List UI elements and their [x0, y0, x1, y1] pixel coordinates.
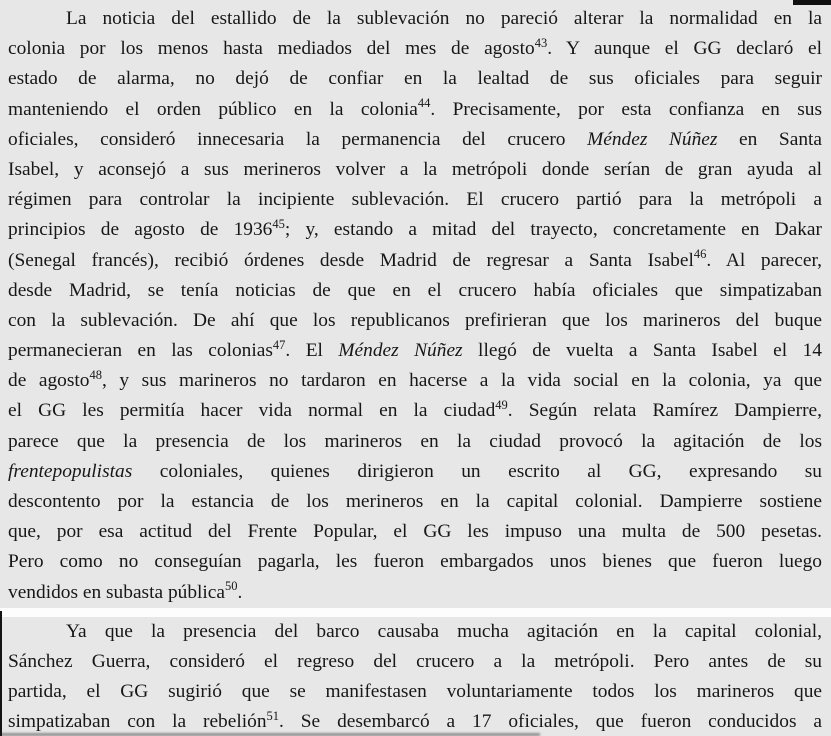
text-line — [8, 306, 822, 336]
footnote-ref: 43 — [534, 35, 548, 50]
text-run: ; y, estando a mitad del trayecto, concretamente en Dakar — [284, 219, 822, 241]
text-line — [8, 276, 822, 306]
text-line — [8, 547, 822, 577]
text-run: . Al parecer, — [706, 249, 822, 271]
text-run: . Y aunque el GG declaró el — [547, 38, 822, 60]
italic-run: Méndez Núñez — [587, 128, 718, 150]
text-line — [8, 396, 822, 426]
text-run: . Precisamente, por esta confianza en sus — [430, 98, 822, 120]
text-line — [8, 707, 822, 736]
footnote-ref: 49 — [495, 397, 508, 412]
footnote-ref: 50 — [225, 579, 238, 594]
text-line — [8, 617, 822, 647]
text-run: partida, el GG sugirió que se manifestasen voluntariamente todos los marineros que — [8, 681, 822, 703]
text-line — [8, 64, 822, 94]
text-run: , y sus marineros no tardaron en hacerse a la vida social en la colonia, ya que — [102, 370, 822, 392]
text-run: . Según relata Ramírez Dampierre, — [507, 400, 822, 422]
text-run: Pero como no conseguían pagarla, les fueron embargados unos bienes que fueron luego — [8, 551, 822, 573]
text-line — [8, 246, 822, 276]
footnote-ref: 44 — [417, 96, 431, 111]
footnote-ref: 51 — [266, 708, 280, 723]
text-run: descontento por la estancia de los merineros en la capital colonial. Dampierre sostiene — [8, 491, 822, 512]
text-line — [8, 34, 822, 64]
text-line — [8, 336, 822, 366]
text-line — [8, 215, 822, 245]
text-content — [8, 0, 822, 736]
text-run: Sánchez Guerra, consideró el regreso del crucero a la metrópoli. Pero antes de su — [8, 650, 822, 672]
text-run: . El — [285, 340, 339, 362]
text-run: (Senegal francés), recibió órdenes desde Madrid de regresar a Santa Isabel — [8, 249, 694, 271]
text-run: régimen para controlar la incipiente sublevación. El crucero partió para la metrópoli a — [8, 189, 822, 211]
italic-run: frentepopulistas — [8, 460, 133, 482]
text-line — [8, 427, 822, 457]
text-line — [8, 4, 822, 34]
text-run: llegó de vuelta a Santa Isabel el 14 — [462, 340, 822, 362]
text-run: vendidos en subasta pública — [8, 581, 226, 603]
text-line — [8, 647, 822, 677]
text-run: en Santa — [717, 128, 822, 150]
footnote-ref: 46 — [693, 247, 707, 261]
text-line — [8, 125, 822, 155]
text-run: Isabel, y aconsejó a sus merineros volver a la metrópoli donde serían de gran ayuda al — [8, 158, 822, 180]
text-run: que, por esa actitud del Frente Popular, el GG les impuso una multa de 500 pesetas. — [8, 521, 822, 543]
text-run: . — [237, 581, 243, 603]
text-line — [8, 366, 822, 396]
text-run: . Se desembarcó a 17 oficiales, que fueron conducidos a — [279, 711, 822, 733]
text-run: coloniales, quienes dirigieron un escrito al GG, expresando su — [132, 460, 822, 482]
text-run: simpatizaban con la rebelión — [8, 711, 267, 733]
text-run: colonia por los menos hasta mediados del mes de agosto — [8, 38, 535, 60]
text-run: permanecieran en las colonias — [8, 340, 273, 362]
text-line — [8, 578, 822, 608]
text-line — [8, 457, 822, 487]
text-run: estado de alarma, no dejó de confiar en la lealtad de sus oficiales para seguir — [8, 68, 822, 90]
paragraph — [8, 4, 822, 608]
text-run: el GG les permitía hacer vida normal en la ciudad — [8, 400, 496, 422]
scan-artifact-top-right — [793, 0, 831, 5]
text-line — [8, 185, 822, 215]
scan-artifact-left-edge — [0, 611, 2, 736]
text-run: con la sublevación. De ahí que los republicanos prefirieran que los marineros del buque — [8, 309, 822, 331]
text-run: parece que la presencia de los marineros en la ciudad provocó la agitación de los — [8, 430, 822, 452]
text-line — [8, 155, 822, 185]
text-run: principios de agosto de 1936 — [8, 219, 273, 241]
footnote-ref: 47 — [272, 337, 286, 352]
footnote-ref: 48 — [89, 367, 102, 382]
paragraph — [8, 617, 822, 736]
text-line — [8, 95, 822, 125]
text-line — [8, 677, 822, 707]
footnote-ref: 45 — [272, 216, 285, 231]
text-run: manteniendo el orden público en la colonia — [8, 98, 418, 120]
text-run: Ya que la presencia del barco causaba mucha agitación en la capital colonial, — [66, 620, 822, 642]
text-run: de agosto — [8, 370, 90, 392]
italic-run: Méndez Núñez — [338, 340, 463, 362]
text-line — [8, 487, 822, 517]
text-run: La noticia del estallido de la sublevación no pareció alterar la normalidad en la — [66, 8, 822, 29]
text-line — [8, 517, 822, 547]
text-run: oficiales, consideró innecesaria la permanencia del crucero — [8, 128, 588, 150]
text-run: desde Madrid, se tenía noticias de que en el crucero había oficiales que simpatizaban — [8, 279, 822, 301]
